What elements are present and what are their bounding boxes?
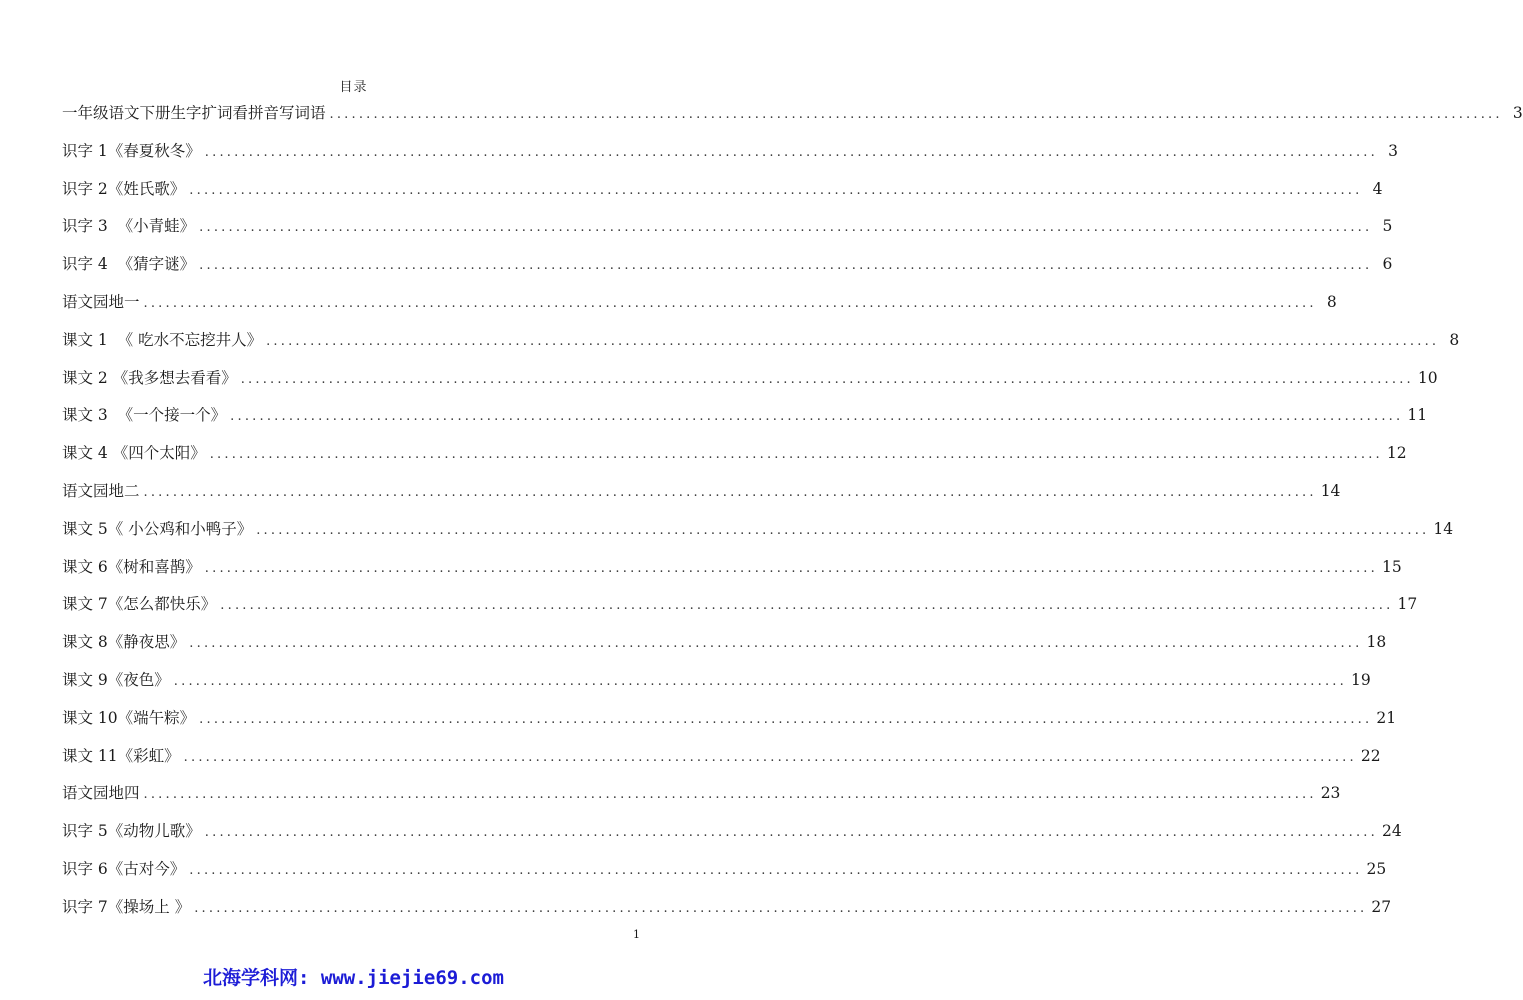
toc-entry[interactable]	[62, 365, 1438, 403]
toc-dot-leader: ................................................................................................................................................................	[266, 333, 1440, 349]
toc-dot-leader: ................................................................................................................................................................	[189, 182, 1363, 198]
toc-entry-label: 识字 3 《小青蛙》	[62, 217, 196, 236]
toc-entry[interactable]	[62, 176, 1383, 214]
toc-dot-leader: ................................................................................................................................................................	[143, 295, 1317, 311]
toc-entry-label: 一年级语文下册生字扩词看拼音写词语	[62, 104, 326, 122]
toc-entry-page: 6	[1382, 255, 1393, 274]
toc-entry[interactable]	[62, 100, 1523, 138]
toc-entry-page: 27	[1371, 897, 1392, 916]
toc-entry-page: 8	[1449, 330, 1460, 349]
toc-entry-label: 语文园地一	[62, 292, 140, 311]
toc-entry-page: 5	[1382, 217, 1393, 236]
toc-entry[interactable]	[62, 402, 1428, 440]
toc-entry-page: 11	[1407, 406, 1428, 425]
toc-entry[interactable]	[62, 856, 1387, 894]
toc-dot-leader: ................................................................................................................................................................	[199, 220, 1373, 236]
toc-entry[interactable]	[62, 667, 1371, 705]
toc-entry[interactable]	[62, 213, 1393, 251]
toc-entry-label: 课文 10《端午粽》	[62, 708, 196, 727]
toc-entry[interactable]	[62, 251, 1393, 289]
toc-entry-label: 课文 9《夜色》	[62, 670, 170, 689]
toc-entry-page: 10	[1417, 368, 1438, 387]
toc-entry[interactable]	[62, 705, 1397, 743]
toc-dot-leader: ................................................................................................................................................................	[143, 484, 1317, 500]
page-number: 1	[633, 928, 640, 941]
toc-dot-leader: ................................................................................................................................................................	[240, 371, 1414, 387]
toc-entry[interactable]	[62, 554, 1402, 592]
toc-dot-leader: ................................................................................................................................................................	[194, 900, 1368, 916]
toc-entry-page: 19	[1350, 670, 1371, 689]
toc-entry-page: 4	[1372, 179, 1383, 198]
toc-dot-leader: ................................................................................................................................................................	[204, 560, 1378, 576]
toc-entry-label: 识字 1《春夏秋冬》	[62, 141, 201, 160]
toc-dot-leader: ................................................................................................................................................................	[199, 258, 1373, 274]
toc-entry-page: 21	[1376, 708, 1397, 727]
toc-entry-label: 课文 8《静夜思》	[62, 633, 186, 652]
toc-entry-label: 语文园地四	[62, 784, 140, 803]
toc-dot-leader: ................................................................................................................................................................	[204, 144, 1378, 160]
toc-entry-label: 课文 1 《 吃水不忘挖井人》	[62, 330, 263, 349]
toc-entry-page: 14	[1433, 519, 1454, 538]
toc-entry[interactable]	[62, 591, 1418, 629]
toc-dot-leader: ................................................................................................................................................................	[209, 447, 1383, 463]
toc-dot-leader: ................................................................................................................................................................	[183, 749, 1357, 765]
toc-entry-page: 23	[1320, 784, 1341, 803]
toc-entry[interactable]	[62, 629, 1387, 667]
toc-dot-leader: ................................................................................................................................................................	[329, 107, 1503, 122]
toc-entry[interactable]	[62, 138, 1398, 176]
toc-dot-leader: ................................................................................................................................................................	[189, 636, 1363, 652]
toc-entry-page: 15	[1381, 557, 1402, 576]
toc-entry-page: 25	[1366, 859, 1387, 878]
toc-dot-leader: ................................................................................................................................................................	[230, 409, 1404, 425]
footer-watermark: 北海学科网: www.jiejie69.com	[203, 967, 504, 989]
toc-entry-label: 识字 4 《猜字谜》	[62, 255, 196, 274]
toc-entry[interactable]	[62, 516, 1454, 554]
toc-dot-leader: ................................................................................................................................................................	[256, 522, 1430, 538]
toc-entry-label: 课文 5《 小公鸡和小鸭子》	[62, 519, 253, 538]
toc-entry-label: 课文 7《怎么都快乐》	[62, 595, 217, 614]
toc-entry-page: 24	[1381, 822, 1402, 841]
toc-dot-leader: ................................................................................................................................................................	[199, 711, 1373, 727]
toc-entry[interactable]	[62, 780, 1341, 818]
toc-dot-leader: ................................................................................................................................................................	[189, 862, 1363, 878]
toc-entry-label: 识字 2《姓氏歌》	[62, 179, 186, 198]
toc-entry-label: 语文园地二	[62, 481, 140, 500]
toc-entry[interactable]	[62, 478, 1341, 516]
toc-entry-page: 18	[1366, 633, 1387, 652]
toc-entry-label: 课文 2 《我多想去看看》	[62, 368, 237, 387]
toc-entry-page: 22	[1360, 746, 1381, 765]
toc-dot-leader: ................................................................................................................................................................	[143, 787, 1317, 803]
toc-entry-label: 课文 11《彩虹》	[62, 746, 180, 765]
toc-entry-label: 课文 6《树和喜鹊》	[62, 557, 201, 576]
toc-entry[interactable]	[62, 327, 1460, 365]
toc-dot-leader: ................................................................................................................................................................	[204, 825, 1378, 841]
toc-entry-label: 识字 7《操场上 》	[62, 897, 191, 916]
toc-dot-leader: ................................................................................................................................................................	[220, 598, 1394, 614]
toc-entry-label: 课文 4 《四个太阳》	[62, 444, 206, 463]
toc-entry[interactable]	[62, 894, 1392, 932]
toc-title: 目录	[339, 80, 368, 95]
toc-entry-label: 识字 6《古对今》	[62, 859, 186, 878]
toc-entry-label: 课文 3 《一个接一个》	[62, 406, 227, 425]
toc-entry-page: 3	[1388, 141, 1398, 160]
toc-entry[interactable]	[62, 440, 1407, 478]
toc-entry-page: 3	[1512, 104, 1523, 122]
toc-list	[62, 100, 1523, 932]
toc-entry-label: 识字 5《动物儿歌》	[62, 822, 201, 841]
toc-entry[interactable]	[62, 818, 1402, 856]
toc-entry-page: 14	[1320, 481, 1341, 500]
toc-entry[interactable]	[62, 289, 1337, 327]
toc-entry-page: 8	[1326, 292, 1337, 311]
toc-entry[interactable]	[62, 743, 1381, 781]
toc-dot-leader: ................................................................................................................................................................	[173, 673, 1347, 689]
toc-entry-page: 12	[1386, 444, 1407, 463]
toc-entry-page: 17	[1397, 595, 1418, 614]
